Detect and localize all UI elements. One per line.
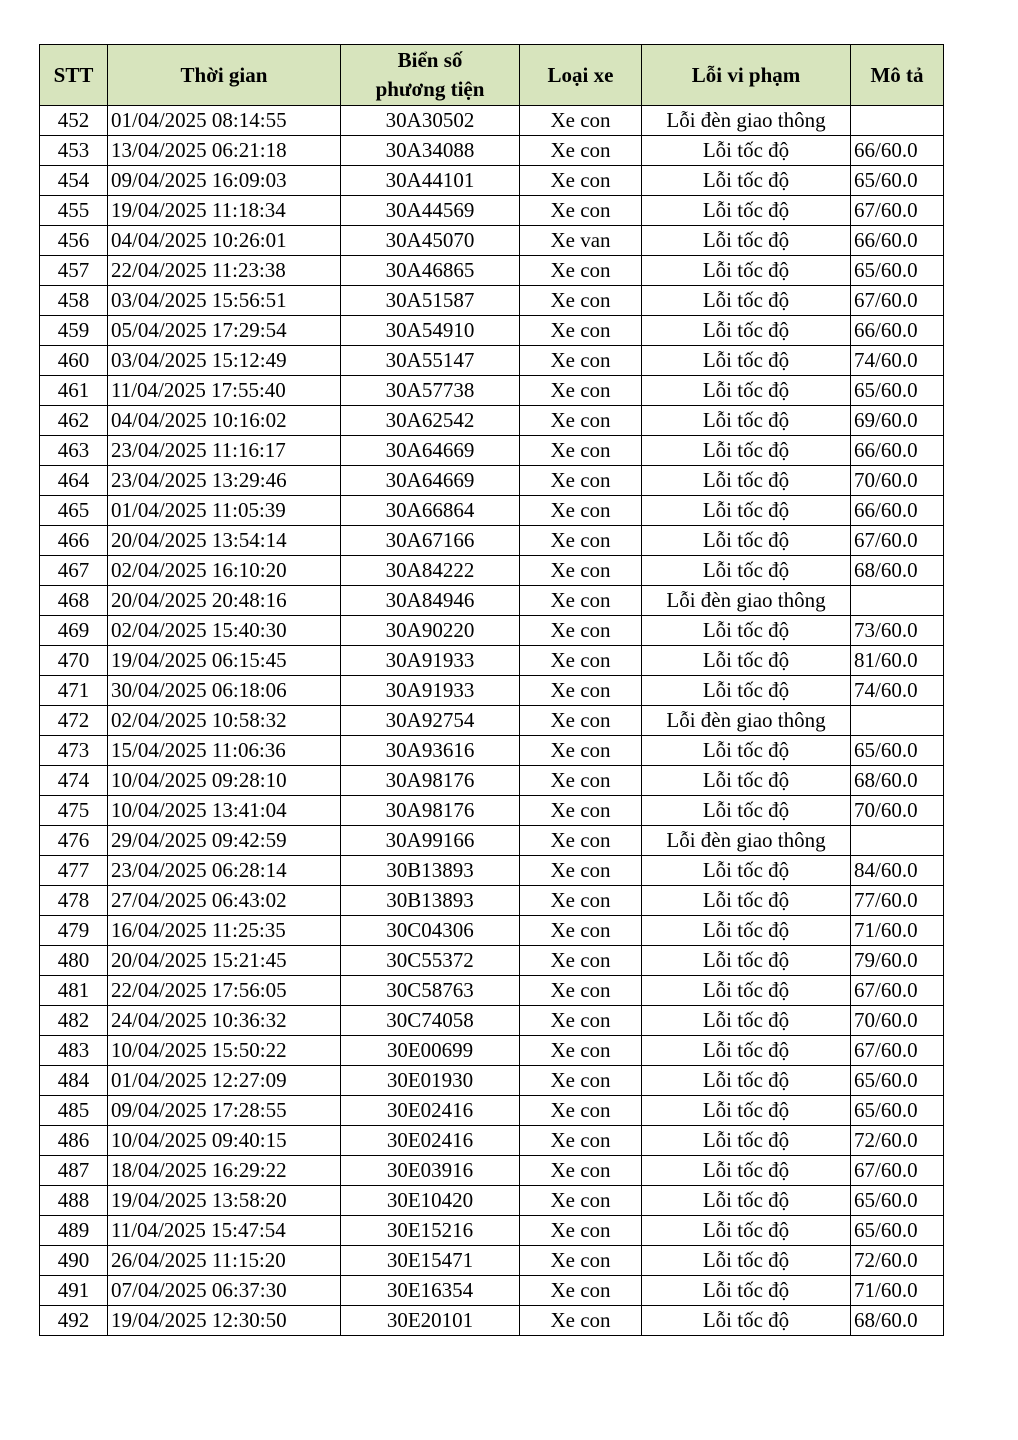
stt-cell: 465 (40, 496, 108, 526)
vehicle-type-cell: Xe con (520, 1216, 642, 1246)
table-row (40, 826, 944, 856)
plate-cell: 30A62542 (341, 406, 520, 436)
stt-cell: 479 (40, 916, 108, 946)
violation-cell: Lỗi tốc độ (642, 556, 851, 586)
table-row (40, 166, 944, 196)
stt-cell: 464 (40, 466, 108, 496)
header-time: Thời gian (108, 45, 341, 106)
table-row (40, 256, 944, 286)
time-cell: 16/04/2025 11:25:35 (108, 916, 341, 946)
violation-cell: Lỗi tốc độ (642, 886, 851, 916)
header-row (40, 45, 944, 106)
vehicle-type-cell: Xe con (520, 916, 642, 946)
plate-cell: 30E15471 (341, 1246, 520, 1276)
time-cell: 11/04/2025 15:47:54 (108, 1216, 341, 1246)
plate-cell: 30A98176 (341, 796, 520, 826)
description-cell (851, 826, 944, 856)
stt-cell: 477 (40, 856, 108, 886)
table-row (40, 976, 944, 1006)
plate-cell: 30A84946 (341, 586, 520, 616)
vehicle-type-cell: Xe con (520, 1306, 642, 1336)
vehicle-type-cell: Xe con (520, 586, 642, 616)
plate-cell: 30E00699 (341, 1036, 520, 1066)
time-cell: 04/04/2025 10:26:01 (108, 226, 341, 256)
table-row (40, 466, 944, 496)
table-row (40, 676, 944, 706)
stt-cell: 486 (40, 1126, 108, 1156)
plate-cell: 30A51587 (341, 286, 520, 316)
table-row (40, 1276, 944, 1306)
time-cell: 02/04/2025 16:10:20 (108, 556, 341, 586)
description-cell: 65/60.0 (851, 376, 944, 406)
vehicle-type-cell: Xe con (520, 556, 642, 586)
plate-cell: 30A90220 (341, 616, 520, 646)
time-cell: 04/04/2025 10:16:02 (108, 406, 341, 436)
stt-cell: 480 (40, 946, 108, 976)
plate-cell: 30A30502 (341, 106, 520, 136)
table-row (40, 946, 944, 976)
time-cell: 20/04/2025 15:21:45 (108, 946, 341, 976)
table-row (40, 766, 944, 796)
table-header (40, 45, 944, 106)
stt-cell: 473 (40, 736, 108, 766)
stt-cell: 467 (40, 556, 108, 586)
violation-cell: Lỗi tốc độ (642, 316, 851, 346)
time-cell: 09/04/2025 16:09:03 (108, 166, 341, 196)
description-cell: 65/60.0 (851, 166, 944, 196)
description-cell: 66/60.0 (851, 226, 944, 256)
plate-cell: 30C58763 (341, 976, 520, 1006)
time-cell: 13/04/2025 06:21:18 (108, 136, 341, 166)
vehicle-type-cell: Xe con (520, 1186, 642, 1216)
plate-cell: 30E03916 (341, 1156, 520, 1186)
description-cell: 66/60.0 (851, 496, 944, 526)
violation-cell: Lỗi tốc độ (642, 1216, 851, 1246)
violation-cell: Lỗi tốc độ (642, 646, 851, 676)
vehicle-type-cell: Xe con (520, 256, 642, 286)
stt-cell: 472 (40, 706, 108, 736)
table-row (40, 796, 944, 826)
table-row (40, 346, 944, 376)
table-row (40, 706, 944, 736)
description-cell: 65/60.0 (851, 1066, 944, 1096)
table-row (40, 406, 944, 436)
vehicle-type-cell: Xe con (520, 1096, 642, 1126)
time-cell: 22/04/2025 17:56:05 (108, 976, 341, 1006)
stt-cell: 453 (40, 136, 108, 166)
header-plate-line1: Biển số (397, 48, 463, 72)
plate-cell: 30B13893 (341, 886, 520, 916)
time-cell: 11/04/2025 17:55:40 (108, 376, 341, 406)
stt-cell: 456 (40, 226, 108, 256)
description-cell: 72/60.0 (851, 1246, 944, 1276)
violation-cell: Lỗi tốc độ (642, 136, 851, 166)
plate-cell: 30B13893 (341, 856, 520, 886)
description-cell: 67/60.0 (851, 286, 944, 316)
time-cell: 03/04/2025 15:56:51 (108, 286, 341, 316)
vehicle-type-cell: Xe con (520, 466, 642, 496)
time-cell: 18/04/2025 16:29:22 (108, 1156, 341, 1186)
plate-cell: 30E20101 (341, 1306, 520, 1336)
plate-cell: 30E15216 (341, 1216, 520, 1246)
time-cell: 24/04/2025 10:36:32 (108, 1006, 341, 1036)
time-cell: 19/04/2025 13:58:20 (108, 1186, 341, 1216)
plate-cell: 30A44101 (341, 166, 520, 196)
violation-cell: Lỗi tốc độ (642, 616, 851, 646)
description-cell: 67/60.0 (851, 526, 944, 556)
vehicle-type-cell: Xe con (520, 346, 642, 376)
time-cell: 19/04/2025 06:15:45 (108, 646, 341, 676)
vehicle-type-cell: Xe con (520, 526, 642, 556)
table-row (40, 646, 944, 676)
time-cell: 23/04/2025 11:16:17 (108, 436, 341, 466)
stt-cell: 463 (40, 436, 108, 466)
vehicle-type-cell: Xe con (520, 676, 642, 706)
plate-cell: 30A55147 (341, 346, 520, 376)
table-row (40, 316, 944, 346)
vehicle-type-cell: Xe con (520, 1006, 642, 1036)
description-cell: 71/60.0 (851, 1276, 944, 1306)
violation-cell: Lỗi tốc độ (642, 676, 851, 706)
description-cell (851, 706, 944, 736)
header-description: Mô tả (851, 45, 944, 106)
table-row (40, 856, 944, 886)
violation-cell: Lỗi tốc độ (642, 1306, 851, 1336)
stt-cell: 488 (40, 1186, 108, 1216)
violation-cell: Lỗi tốc độ (642, 1246, 851, 1276)
violation-cell: Lỗi tốc độ (642, 286, 851, 316)
plate-cell: 30C04306 (341, 916, 520, 946)
stt-cell: 461 (40, 376, 108, 406)
stt-cell: 481 (40, 976, 108, 1006)
description-cell: 65/60.0 (851, 736, 944, 766)
stt-cell: 471 (40, 676, 108, 706)
violation-cell: Lỗi tốc độ (642, 1276, 851, 1306)
stt-cell: 468 (40, 586, 108, 616)
description-cell: 66/60.0 (851, 136, 944, 166)
stt-cell: 455 (40, 196, 108, 226)
description-cell (851, 586, 944, 616)
stt-cell: 452 (40, 106, 108, 136)
stt-cell: 485 (40, 1096, 108, 1126)
plate-cell: 30A45070 (341, 226, 520, 256)
violation-cell: Lỗi tốc độ (642, 1126, 851, 1156)
violation-cell: Lỗi tốc độ (642, 1036, 851, 1066)
table-row (40, 886, 944, 916)
table-row (40, 586, 944, 616)
vehicle-type-cell: Xe con (520, 766, 642, 796)
time-cell: 23/04/2025 13:29:46 (108, 466, 341, 496)
violation-cell: Lỗi tốc độ (642, 406, 851, 436)
header-plate-line2: phương tiện (375, 77, 485, 101)
vehicle-type-cell: Xe con (520, 436, 642, 466)
time-cell: 09/04/2025 17:28:55 (108, 1096, 341, 1126)
time-cell: 02/04/2025 15:40:30 (108, 616, 341, 646)
stt-cell: 484 (40, 1066, 108, 1096)
violation-cell: Lỗi tốc độ (642, 196, 851, 226)
description-cell: 79/60.0 (851, 946, 944, 976)
violation-cell: Lỗi tốc độ (642, 466, 851, 496)
vehicle-type-cell: Xe con (520, 706, 642, 736)
description-cell: 72/60.0 (851, 1126, 944, 1156)
violation-cell: Lỗi tốc độ (642, 736, 851, 766)
stt-cell: 466 (40, 526, 108, 556)
description-cell: 69/60.0 (851, 406, 944, 436)
table-row (40, 736, 944, 766)
vehicle-type-cell: Xe con (520, 826, 642, 856)
table-row (40, 526, 944, 556)
time-cell: 23/04/2025 06:28:14 (108, 856, 341, 886)
plate-cell: 30A54910 (341, 316, 520, 346)
violation-cell: Lỗi tốc độ (642, 436, 851, 466)
vehicle-type-cell: Xe con (520, 1036, 642, 1066)
time-cell: 20/04/2025 20:48:16 (108, 586, 341, 616)
plate-cell: 30A66864 (341, 496, 520, 526)
stt-cell: 492 (40, 1306, 108, 1336)
stt-cell: 475 (40, 796, 108, 826)
plate-cell: 30E16354 (341, 1276, 520, 1306)
time-cell: 01/04/2025 12:27:09 (108, 1066, 341, 1096)
description-cell: 68/60.0 (851, 556, 944, 586)
time-cell: 10/04/2025 13:41:04 (108, 796, 341, 826)
violation-cell: Lỗi đèn giao thông (642, 106, 851, 136)
vehicle-type-cell: Xe con (520, 166, 642, 196)
violation-cell: Lỗi tốc độ (642, 346, 851, 376)
stt-cell: 462 (40, 406, 108, 436)
header-violation: Lỗi vi phạm (642, 45, 851, 106)
violation-cell: Lỗi đèn giao thông (642, 706, 851, 736)
table-row (40, 436, 944, 466)
time-cell: 01/04/2025 08:14:55 (108, 106, 341, 136)
table-row (40, 616, 944, 646)
table-row (40, 1306, 944, 1336)
violation-cell: Lỗi tốc độ (642, 496, 851, 526)
violation-cell: Lỗi đèn giao thông (642, 586, 851, 616)
description-cell: 65/60.0 (851, 1216, 944, 1246)
stt-cell: 474 (40, 766, 108, 796)
description-cell: 68/60.0 (851, 1306, 944, 1336)
stt-cell: 476 (40, 826, 108, 856)
time-cell: 07/04/2025 06:37:30 (108, 1276, 341, 1306)
plate-cell: 30A34088 (341, 136, 520, 166)
table-row (40, 1246, 944, 1276)
time-cell: 29/04/2025 09:42:59 (108, 826, 341, 856)
description-cell: 84/60.0 (851, 856, 944, 886)
vehicle-type-cell: Xe con (520, 736, 642, 766)
header-stt: STT (40, 45, 108, 106)
vehicle-type-cell: Xe con (520, 1126, 642, 1156)
description-cell: 70/60.0 (851, 1006, 944, 1036)
plate-cell: 30A64669 (341, 436, 520, 466)
violation-cell: Lỗi tốc độ (642, 856, 851, 886)
description-cell: 67/60.0 (851, 976, 944, 1006)
time-cell: 01/04/2025 11:05:39 (108, 496, 341, 526)
time-cell: 22/04/2025 11:23:38 (108, 256, 341, 286)
vehicle-type-cell: Xe con (520, 1066, 642, 1096)
time-cell: 02/04/2025 10:58:32 (108, 706, 341, 736)
table-row (40, 1006, 944, 1036)
violation-cell: Lỗi tốc độ (642, 376, 851, 406)
description-cell: 66/60.0 (851, 436, 944, 466)
table-row (40, 916, 944, 946)
vehicle-type-cell: Xe con (520, 646, 642, 676)
header-plate (341, 45, 520, 106)
stt-cell: 491 (40, 1276, 108, 1306)
time-cell: 10/04/2025 09:28:10 (108, 766, 341, 796)
description-cell: 74/60.0 (851, 346, 944, 376)
table-row (40, 196, 944, 226)
violation-cell: Lỗi tốc độ (642, 766, 851, 796)
violation-cell: Lỗi tốc độ (642, 256, 851, 286)
stt-cell: 458 (40, 286, 108, 316)
violation-cell: Lỗi tốc độ (642, 1096, 851, 1126)
plate-cell: 30A46865 (341, 256, 520, 286)
description-cell: 65/60.0 (851, 256, 944, 286)
stt-cell: 489 (40, 1216, 108, 1246)
vehicle-type-cell: Xe con (520, 406, 642, 436)
vehicle-type-cell: Xe con (520, 946, 642, 976)
plate-cell: 30C55372 (341, 946, 520, 976)
vehicle-type-cell: Xe con (520, 496, 642, 526)
violation-cell: Lỗi tốc độ (642, 1156, 851, 1186)
description-cell: 73/60.0 (851, 616, 944, 646)
time-cell: 05/04/2025 17:29:54 (108, 316, 341, 346)
table-row (40, 226, 944, 256)
plate-cell: 30C74058 (341, 1006, 520, 1036)
description-cell: 67/60.0 (851, 1036, 944, 1066)
violation-cell: Lỗi tốc độ (642, 1066, 851, 1096)
table-row (40, 136, 944, 166)
vehicle-type-cell: Xe con (520, 376, 642, 406)
vehicle-type-cell: Xe con (520, 1156, 642, 1186)
plate-cell: 30A92754 (341, 706, 520, 736)
violation-cell: Lỗi tốc độ (642, 976, 851, 1006)
table-row (40, 1066, 944, 1096)
plate-cell: 30E10420 (341, 1186, 520, 1216)
stt-cell: 454 (40, 166, 108, 196)
vehicle-type-cell: Xe con (520, 616, 642, 646)
time-cell: 26/04/2025 11:15:20 (108, 1246, 341, 1276)
vehicle-type-cell: Xe con (520, 196, 642, 226)
stt-cell: 470 (40, 646, 108, 676)
table-row (40, 1156, 944, 1186)
time-cell: 10/04/2025 15:50:22 (108, 1036, 341, 1066)
violation-cell: Lỗi tốc độ (642, 916, 851, 946)
plate-cell: 30A91933 (341, 646, 520, 676)
stt-cell: 459 (40, 316, 108, 346)
violations-table (39, 44, 944, 1336)
time-cell: 19/04/2025 11:18:34 (108, 196, 341, 226)
time-cell: 19/04/2025 12:30:50 (108, 1306, 341, 1336)
violation-cell: Lỗi tốc độ (642, 1186, 851, 1216)
vehicle-type-cell: Xe van (520, 226, 642, 256)
table-row (40, 556, 944, 586)
table-row (40, 286, 944, 316)
description-cell: 65/60.0 (851, 1186, 944, 1216)
table-row (40, 1186, 944, 1216)
description-cell: 68/60.0 (851, 766, 944, 796)
description-cell: 81/60.0 (851, 646, 944, 676)
vehicle-type-cell: Xe con (520, 886, 642, 916)
description-cell: 70/60.0 (851, 466, 944, 496)
description-cell: 77/60.0 (851, 886, 944, 916)
violation-cell: Lỗi tốc độ (642, 946, 851, 976)
plate-cell: 30A67166 (341, 526, 520, 556)
description-cell: 66/60.0 (851, 316, 944, 346)
plate-cell: 30A64669 (341, 466, 520, 496)
plate-cell: 30A99166 (341, 826, 520, 856)
time-cell: 15/04/2025 11:06:36 (108, 736, 341, 766)
stt-cell: 483 (40, 1036, 108, 1066)
plate-cell: 30A91933 (341, 676, 520, 706)
plate-cell: 30E02416 (341, 1096, 520, 1126)
description-cell: 71/60.0 (851, 916, 944, 946)
vehicle-type-cell: Xe con (520, 1276, 642, 1306)
stt-cell: 478 (40, 886, 108, 916)
header-vehicle-type: Loại xe (520, 45, 642, 106)
stt-cell: 482 (40, 1006, 108, 1036)
vehicle-type-cell: Xe con (520, 106, 642, 136)
vehicle-type-cell: Xe con (520, 1246, 642, 1276)
table-body (40, 106, 944, 1336)
table-row (40, 376, 944, 406)
table-row (40, 1216, 944, 1246)
time-cell: 30/04/2025 06:18:06 (108, 676, 341, 706)
description-cell: 70/60.0 (851, 796, 944, 826)
table-row (40, 1126, 944, 1156)
vehicle-type-cell: Xe con (520, 796, 642, 826)
time-cell: 10/04/2025 09:40:15 (108, 1126, 341, 1156)
vehicle-type-cell: Xe con (520, 316, 642, 346)
table-row (40, 1096, 944, 1126)
plate-cell: 30A44569 (341, 196, 520, 226)
time-cell: 27/04/2025 06:43:02 (108, 886, 341, 916)
violation-cell: Lỗi tốc độ (642, 796, 851, 826)
description-cell (851, 106, 944, 136)
plate-cell: 30A57738 (341, 376, 520, 406)
stt-cell: 487 (40, 1156, 108, 1186)
plate-cell: 30A93616 (341, 736, 520, 766)
time-cell: 03/04/2025 15:12:49 (108, 346, 341, 376)
plate-cell: 30A98176 (341, 766, 520, 796)
violation-cell: Lỗi tốc độ (642, 1006, 851, 1036)
description-cell: 67/60.0 (851, 196, 944, 226)
vehicle-type-cell: Xe con (520, 976, 642, 1006)
plate-cell: 30E01930 (341, 1066, 520, 1096)
table-row (40, 1036, 944, 1066)
description-cell: 67/60.0 (851, 1156, 944, 1186)
stt-cell: 457 (40, 256, 108, 286)
table-row (40, 106, 944, 136)
stt-cell: 460 (40, 346, 108, 376)
stt-cell: 469 (40, 616, 108, 646)
vehicle-type-cell: Xe con (520, 136, 642, 166)
plate-cell: 30E02416 (341, 1126, 520, 1156)
violation-cell: Lỗi tốc độ (642, 166, 851, 196)
description-cell: 74/60.0 (851, 676, 944, 706)
time-cell: 20/04/2025 13:54:14 (108, 526, 341, 556)
vehicle-type-cell: Xe con (520, 856, 642, 886)
plate-cell: 30A84222 (341, 556, 520, 586)
violation-cell: Lỗi đèn giao thông (642, 826, 851, 856)
violation-cell: Lỗi tốc độ (642, 226, 851, 256)
violation-cell: Lỗi tốc độ (642, 526, 851, 556)
description-cell: 65/60.0 (851, 1096, 944, 1126)
table-row (40, 496, 944, 526)
vehicle-type-cell: Xe con (520, 286, 642, 316)
stt-cell: 490 (40, 1246, 108, 1276)
